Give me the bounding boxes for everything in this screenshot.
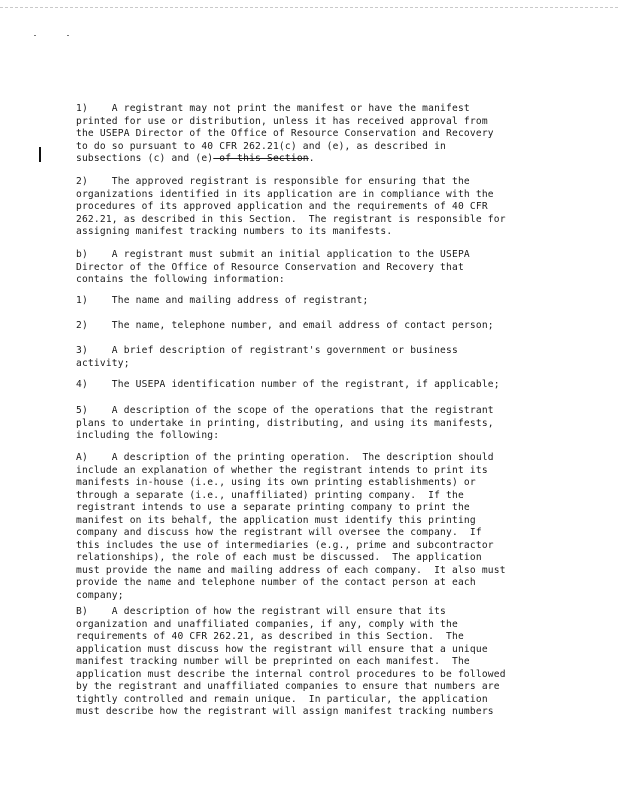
text-line: this includes the use of intermediaries (e.g., prime and subcontractor (76, 539, 494, 551)
text-line: A) A description of the printing operation. The description should (76, 452, 494, 463)
text-line: 3) A brief description of registrant's government or business (76, 345, 458, 356)
text-line: 4) The USEPA identification number of the registrant, if applicable; (76, 379, 500, 390)
paragraph-b-4 (76, 379, 566, 392)
paragraph-subsection-b (76, 249, 566, 287)
text-line: including the following: (76, 430, 220, 441)
text-line: assigning manifest tracking numbers to its manifests. (76, 226, 393, 237)
scan-speck (34, 35, 36, 36)
text-line: procedures of its approved application and the requirements of 40 CFR (76, 201, 488, 212)
text-line: b) A registrant must submit an initial application to the USEPA (76, 249, 470, 260)
text-line: must provide the name and mailing address of each company. It also must (76, 564, 506, 576)
text-line: by the registrant and unaffiliated companies to ensure that numbers are (76, 681, 500, 692)
text-line: must describe how the registrant will assign manifest tracking numbers (76, 706, 494, 717)
paragraph-b-3 (76, 345, 566, 370)
paragraph-b-1 (76, 295, 566, 308)
text-line: application must describe the internal control procedures to be followed (76, 668, 506, 680)
text-line: 1) The name and mailing address of registrant; (76, 295, 369, 306)
text-line: 2) The name, telephone number, and email address of contact person; (76, 320, 494, 331)
text-line: manifest tracking number will be preprinted on each manifest. The (76, 656, 470, 667)
text-line: company; (76, 589, 124, 601)
text-line: 5) A description of the scope of the operations that the registrant (76, 405, 494, 416)
text-line: registrant intends to use a separate printing company to print the (76, 502, 470, 513)
paragraph-b-5-A (76, 452, 566, 602)
text-line: 2) The approved registrant is responsible for ensuring that the (76, 176, 470, 187)
text-line: through a separate (i.e., unaffiliated) printing company. If the (76, 489, 464, 501)
page-top-edge (0, 0, 618, 8)
paragraph-item-2 (76, 176, 566, 239)
text-line: include an explanation of whether the registrant intends to print its (76, 464, 488, 476)
text-line: company and discuss how the registrant will oversee the company. If (76, 527, 482, 538)
text-line: to do so pursuant to 40 CFR 262.21(c) and (e), as described in (76, 140, 447, 152)
text-line: plans to undertake in printing, distributing, and using its manifests, (76, 417, 494, 429)
struck-text: of this Section (213, 153, 309, 164)
text-line: activity; (76, 357, 130, 369)
text-line: Director of the Office of Resource Conservation and Recovery that (76, 261, 464, 273)
text-line: contains the following information: (76, 274, 285, 285)
paragraph-item-1 (76, 103, 566, 166)
text-fragment: subsections (c) and (e) (76, 153, 214, 164)
scan-speck (67, 35, 69, 36)
text-line: organizations identified in its application are in compliance with the (76, 188, 494, 200)
text-line-with-deletion (76, 153, 566, 166)
paragraph-b-5 (76, 405, 566, 443)
text-line: the USEPA Director of the Office of Resource Conservation and Recovery (76, 128, 494, 139)
revision-bar (39, 147, 41, 162)
text-line: relationships), the role of each must be discussed. The application (76, 552, 482, 563)
text-line: tightly controlled and remain unique. In particular, the application (76, 693, 488, 705)
text-line: manifest on its behalf, the application must identify this printing (76, 514, 476, 526)
text-line: 1) A registrant may not print the manifest or have the manifest (76, 103, 470, 114)
text-fragment: . (308, 153, 315, 164)
paragraph-b-2 (76, 320, 566, 333)
text-line: 262.21, as described in this Section. The registrant is responsible for (76, 213, 506, 225)
text-line: organization and unaffiliated companies, if any, comply with the (76, 618, 458, 630)
text-line: printed for use or distribution, unless it has received approval from (76, 115, 488, 127)
text-line: provide the name and telephone number of the contact person at each (76, 577, 476, 588)
paragraph-b-5-B (76, 606, 566, 719)
text-line: B) A description of how the registrant will ensure that its (76, 606, 447, 617)
text-line: requirements of 40 CFR 262.21, as described in this Section. The (76, 631, 464, 642)
text-line: manifests in-house (i.e., using its own printing establishments) or (76, 477, 476, 488)
text-line: application must discuss how the registrant will ensure that a unique (76, 643, 488, 655)
